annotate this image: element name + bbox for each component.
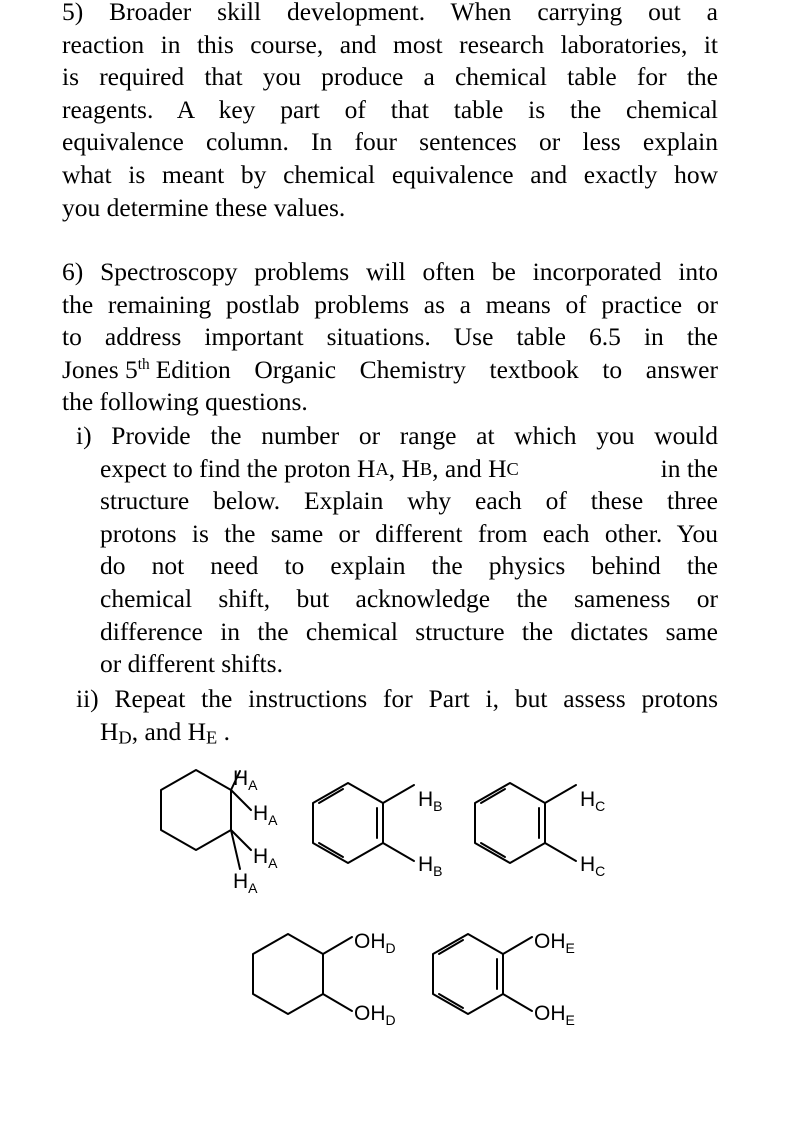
bond [323, 994, 352, 1011]
q6-line: the following questions. [62, 387, 308, 417]
part-i-line: difference in the chemical structure the dictates same [100, 616, 718, 646]
part-ii-text: , and H [131, 716, 207, 746]
bond [231, 790, 251, 810]
benzene-ring-b [313, 783, 383, 863]
label-ha: $H_A$ [233, 870, 258, 896]
part-i-text: in the [660, 453, 718, 483]
part-i-text: , H [388, 453, 420, 483]
q5-line: 5) Broader skill development. When carrying out a [62, 0, 718, 26]
q5-line: reagents. A key part of that table is the chemical [62, 94, 718, 124]
q6-text: Edition Organic Chemistry textbook to answer [155, 354, 718, 384]
label-hc: $H_C$ [580, 788, 606, 814]
bond [383, 843, 414, 861]
subscript-c: C [506, 458, 519, 479]
q6-line: 6) Spectroscopy problems will often be incorporated into [62, 257, 718, 286]
label-ohd: $OH_D$ [354, 1002, 396, 1028]
benzene-ring-e [433, 934, 503, 1014]
part-i-line: chemical shift, but acknowledge the sameness or [100, 583, 718, 613]
part-ii-text: . [217, 716, 231, 746]
bond [545, 785, 576, 803]
label-ha: $H_A$ [253, 802, 278, 828]
part-ii-line: ii) Repeat the instructions for Part i, but assess protons [76, 684, 718, 713]
part-i-line: or different shifts. [100, 649, 283, 679]
label-hb: $H_B$ [418, 853, 443, 879]
label-ha: $H_A$ [253, 845, 278, 871]
bond [503, 994, 532, 1011]
q6-line: the remaining postlab problems as a means of practice or [62, 289, 718, 319]
q5-line: what is meant by chemical equivalence and exactly how [62, 159, 718, 189]
subscript-e: E [206, 726, 218, 747]
q5-line: you determine these values. [62, 192, 346, 222]
part-i-line: structure below. Explain why each of these three [100, 486, 718, 516]
part-i-text: , and H [432, 453, 507, 483]
part-i-line: do not need to explain the physics behind the [100, 551, 718, 581]
q5-line: equivalence column. In four sentences or less explain [62, 127, 718, 157]
subscript-d: D [118, 726, 132, 747]
label-ohe: $OH_E$ [534, 930, 575, 956]
bond [503, 937, 532, 954]
label-hb: $H_B$ [418, 788, 443, 814]
q5-line: reaction in this course, and most research laboratories, it [62, 29, 718, 59]
label-hc: $H_C$ [580, 853, 606, 879]
q6-text: Jones 5 [62, 354, 138, 384]
label-ohe: $OH_E$ [534, 1002, 575, 1028]
cyclohexane-ring-a [161, 770, 231, 850]
bond [383, 785, 414, 803]
benzene-ring-c [475, 783, 545, 863]
q5-line: is required that you produce a chemical table for the [62, 62, 718, 92]
cyclohexane-ring-d [253, 934, 323, 1014]
q6-superscript: th [137, 355, 150, 373]
q6-line: to address important situations. Use table 6.5 in the [62, 322, 718, 352]
bond [323, 937, 352, 954]
label-ha: $H_A$ [233, 767, 258, 793]
label-ohd: $OH_D$ [354, 930, 396, 956]
subscript-b: B [419, 458, 433, 479]
bond [545, 843, 576, 861]
part-i-text: expect to find the proton H [100, 453, 376, 483]
part-i-line: protons is the same or different from each other. You [100, 518, 718, 548]
subscript-a: A [375, 458, 389, 479]
part-i-line: i) Provide the number or range at which you would [76, 421, 718, 450]
part-ii-text: H [100, 716, 119, 746]
